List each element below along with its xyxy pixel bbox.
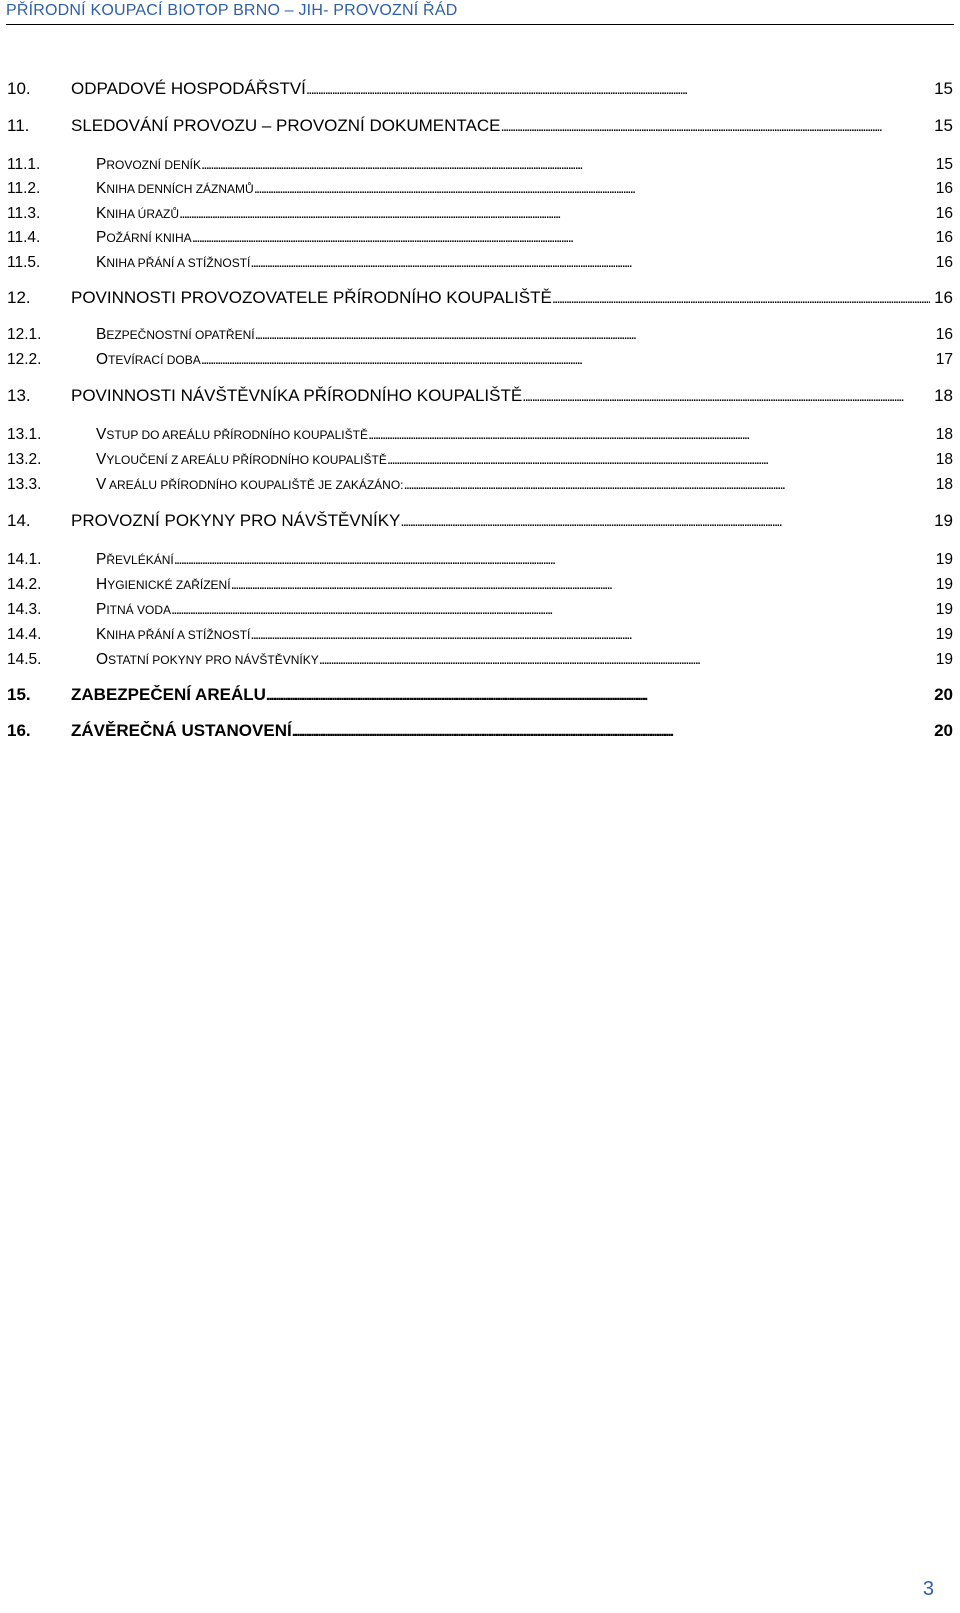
toc-entry-page: 16 bbox=[935, 254, 953, 271]
toc-entry-page: 19 bbox=[935, 651, 953, 668]
toc-leader-dots bbox=[254, 180, 932, 198]
toc-entry-title-rest: YGIENICKÉ ZAŘÍZENÍ bbox=[107, 578, 231, 592]
toc-entry-title: POVINNOSTI PROVOZOVATELE PŘÍRODNÍHO KOUPALIŠTĚ bbox=[71, 288, 552, 307]
toc-entry-line bbox=[96, 551, 953, 569]
toc-entry-line bbox=[96, 229, 953, 247]
toc-entry-number: 14.5. bbox=[7, 651, 42, 668]
toc-leader-dots bbox=[179, 205, 932, 223]
toc-leader-dots bbox=[319, 651, 932, 669]
toc-entry-line bbox=[96, 156, 953, 174]
toc-entry-number: 16. bbox=[7, 721, 31, 740]
toc-entry-title-initial: O bbox=[96, 651, 109, 668]
toc-entry-title-rest: NIHA DENNÍCH ZÁZNAMŮ bbox=[106, 182, 254, 196]
toc-entry-title-rest: ŘEVLÉKÁNÍ bbox=[106, 553, 174, 567]
toc-entry-line bbox=[71, 288, 953, 308]
toc-entry-line bbox=[96, 601, 953, 619]
toc-entry-page: 16 bbox=[935, 180, 953, 197]
toc-leader-dots bbox=[192, 229, 932, 247]
toc-entry-line bbox=[96, 205, 953, 223]
toc-entry-title-rest: ROVOZNÍ DENÍK bbox=[106, 158, 202, 172]
toc-entry-page: 18 bbox=[935, 426, 953, 443]
toc-entry-title bbox=[96, 229, 192, 247]
toc-entry-title bbox=[96, 551, 174, 569]
toc-entry-number: 14. bbox=[7, 511, 31, 530]
toc-entry-title-rest: TEVÍRACÍ DOBA bbox=[108, 353, 201, 367]
toc-entry-number: 14.4. bbox=[7, 626, 42, 643]
toc-entry-line bbox=[96, 626, 953, 644]
toc-entry-number: 11.3. bbox=[7, 205, 41, 222]
toc-entry-title bbox=[96, 254, 250, 272]
toc-entry[interactable] bbox=[7, 645, 953, 669]
toc-entry-page: 15 bbox=[935, 156, 953, 173]
toc-entry-title-rest: NIHA ÚRAZŮ bbox=[106, 207, 180, 221]
toc-entry-title-initial: V bbox=[96, 426, 107, 443]
toc-entry-title bbox=[96, 326, 255, 344]
toc-entry-number: 12. bbox=[7, 288, 31, 307]
toc-entry-number: 14.3. bbox=[7, 601, 42, 618]
toc-entry-title-rest: YLOUČENÍ Z AREÁLU PŘÍRODNÍHO KOUPALIŠTĚ bbox=[106, 453, 387, 467]
toc-leader-dots bbox=[552, 290, 930, 308]
toc-entry-line bbox=[96, 451, 953, 469]
toc-entry-number: 13.3. bbox=[7, 476, 42, 493]
toc-entry-line bbox=[71, 386, 953, 406]
toc-entry-page: 18 bbox=[935, 476, 953, 493]
toc-entry-title-initial: H bbox=[96, 576, 108, 593]
toc-entry-number: 14.2. bbox=[7, 576, 42, 593]
toc-leader-dots bbox=[231, 576, 932, 594]
toc-entry-number: 13. bbox=[7, 386, 31, 405]
toc-entry-title-rest: STUP DO AREÁLU PŘÍRODNÍHO KOUPALIŠTĚ bbox=[106, 428, 368, 442]
toc-entry-title-rest: NIHA PŘÁNÍ A STÍŽNOSTÍ bbox=[106, 256, 251, 270]
toc-entry[interactable] bbox=[7, 420, 953, 444]
toc-entry-title bbox=[96, 476, 404, 494]
toc-entry-title: PROVOZNÍ POKYNY PRO NÁVŠTĚVNÍKY bbox=[71, 511, 401, 530]
toc-entry-number: 11. bbox=[7, 116, 30, 135]
header-title: PŘÍRODNÍ KOUPACÍ BIOTOP BRNO – JIH- PROVOZNÍ ŘÁD bbox=[6, 2, 458, 19]
toc-entry[interactable] bbox=[7, 445, 953, 469]
toc-entry-title: ZABEZPEČENÍ AREÁLU bbox=[71, 685, 266, 704]
toc-entry[interactable] bbox=[7, 223, 953, 247]
toc-entry-number: 11.1. bbox=[7, 156, 41, 173]
toc-entry-title bbox=[96, 351, 201, 369]
toc-entry-page: 20 bbox=[934, 685, 953, 704]
toc-entry-title bbox=[96, 626, 250, 644]
toc-entry-line bbox=[96, 576, 953, 594]
toc-entry-page: 15 bbox=[934, 116, 953, 135]
toc-entry-line bbox=[96, 180, 953, 198]
toc-entry-title-initial: V bbox=[96, 476, 107, 493]
toc-entry-title bbox=[96, 426, 368, 444]
toc-entry-number: 12.2. bbox=[7, 351, 42, 368]
toc-entry-title-initial: K bbox=[96, 254, 107, 271]
toc-entry-title-initial: P bbox=[96, 229, 107, 246]
toc-entry-page: 16 bbox=[934, 288, 953, 307]
toc-entry-page: 19 bbox=[935, 576, 953, 593]
toc-entry-title-initial: O bbox=[96, 351, 109, 368]
toc-entry-page: 16 bbox=[935, 205, 953, 222]
toc-entry[interactable] bbox=[7, 717, 953, 741]
toc-entry[interactable] bbox=[7, 320, 953, 344]
toc-entry[interactable] bbox=[7, 382, 953, 406]
toc-leader-dots bbox=[250, 254, 931, 272]
toc-entry-line bbox=[71, 511, 953, 531]
toc-leader-dots bbox=[306, 81, 930, 99]
toc-entry-title bbox=[96, 180, 254, 198]
toc-leader-dots bbox=[171, 601, 932, 619]
toc-entry-title-initial: K bbox=[96, 205, 107, 222]
toc-entry[interactable] bbox=[7, 345, 953, 369]
toc-entry-title: ZÁVĚREČNÁ USTANOVENÍ bbox=[71, 721, 292, 740]
toc-entry-number: 11.4. bbox=[7, 229, 41, 246]
toc-entry-line bbox=[96, 476, 953, 494]
toc-entry-title-initial: P bbox=[96, 551, 107, 568]
toc-leader-dots bbox=[266, 687, 930, 705]
toc-entry-line bbox=[96, 426, 953, 444]
toc-leader-dots bbox=[174, 551, 932, 569]
toc-entry-line bbox=[96, 651, 953, 669]
toc-entry[interactable] bbox=[7, 284, 953, 308]
toc-entry-line bbox=[71, 116, 953, 136]
toc-entry-number: 15. bbox=[7, 685, 31, 704]
toc-entry[interactable] bbox=[7, 595, 953, 619]
toc-entry-page: 19 bbox=[935, 551, 953, 568]
toc-entry-title bbox=[96, 576, 231, 594]
toc-entry-title bbox=[96, 451, 387, 469]
toc-entry-page: 19 bbox=[934, 511, 953, 530]
toc-entry[interactable] bbox=[7, 470, 953, 494]
running-header bbox=[6, 0, 954, 25]
toc-entry-title-initial: P bbox=[96, 156, 107, 173]
toc-entry-title bbox=[96, 651, 319, 669]
toc-entry-title-initial: P bbox=[96, 601, 107, 618]
page-number: 3 bbox=[922, 1578, 934, 1600]
toc-entry[interactable] bbox=[7, 199, 953, 223]
toc-entry-page: 20 bbox=[934, 721, 953, 740]
toc-entry-page: 15 bbox=[934, 79, 953, 98]
toc-entry-page: 19 bbox=[935, 601, 953, 618]
toc-entry-title: POVINNOSTI NÁVŠTĚVNÍKA PŘÍRODNÍHO KOUPALIŠTĚ bbox=[71, 386, 523, 405]
toc-entry-title bbox=[96, 205, 179, 223]
toc-leader-dots bbox=[368, 426, 932, 444]
toc-entry-number: 13.1. bbox=[7, 426, 42, 443]
toc-leader-dots bbox=[404, 476, 932, 494]
toc-entry-title-initial: K bbox=[96, 180, 107, 197]
toc-leader-dots bbox=[201, 351, 932, 369]
toc-entry-title-rest: STATNÍ POKYNY PRO NÁVŠTĚVNÍKY bbox=[108, 653, 319, 667]
toc-leader-dots bbox=[387, 451, 932, 469]
toc-entry-line bbox=[71, 721, 953, 741]
toc-entry-title-initial: B bbox=[96, 326, 107, 343]
toc-entry[interactable] bbox=[7, 620, 953, 644]
toc-entry-line bbox=[96, 351, 953, 369]
toc-leader-dots bbox=[400, 513, 930, 531]
toc-leader-dots bbox=[255, 326, 932, 344]
toc-leader-dots bbox=[522, 388, 930, 406]
toc-entry-number: 12.1. bbox=[7, 326, 42, 343]
toc-entry-title-rest: EZPEČNOSTNÍ OPATŘENÍ bbox=[106, 328, 255, 342]
toc-entry-page: 18 bbox=[934, 386, 953, 405]
toc-entry-line bbox=[96, 254, 953, 272]
toc-leader-dots bbox=[500, 118, 930, 136]
toc-entry-title-rest: AREÁLU PŘÍRODNÍHO KOUPALIŠTĚ JE ZAKÁZÁNO: bbox=[106, 478, 404, 492]
toc-entry-title: ODPADOVÉ HOSPODÁŘSTVÍ bbox=[71, 79, 306, 98]
toc-entry-title-rest: ITNÁ VODA bbox=[106, 603, 172, 617]
toc-leader-dots bbox=[250, 626, 931, 644]
toc-entry-title-initial: K bbox=[96, 626, 107, 643]
toc-entry-number: 11.2. bbox=[7, 180, 41, 197]
toc-entry-page: 18 bbox=[935, 451, 953, 468]
toc-entry[interactable] bbox=[7, 75, 953, 99]
toc-entry-line bbox=[71, 685, 953, 705]
toc-entry[interactable] bbox=[7, 545, 953, 569]
toc-entry-title-rest: OŽÁRNÍ KNIHA bbox=[106, 231, 192, 245]
toc-entry[interactable] bbox=[7, 248, 953, 272]
toc-entry[interactable] bbox=[7, 681, 953, 705]
toc-entry-page: 16 bbox=[935, 326, 953, 343]
toc-entry-line bbox=[71, 79, 953, 99]
toc-entry-number: 14.1. bbox=[7, 551, 42, 568]
toc-entry[interactable] bbox=[7, 570, 953, 594]
toc-leader-dots bbox=[292, 723, 930, 741]
toc-entry-title bbox=[96, 601, 171, 619]
toc-entry-number: 11.5. bbox=[7, 254, 41, 271]
toc-entry-title bbox=[96, 156, 201, 174]
toc-entry-title-initial: V bbox=[96, 451, 107, 468]
toc-entry-page: 19 bbox=[935, 626, 953, 643]
toc-entry-page: 16 bbox=[935, 229, 953, 246]
toc-entry-number: 10. bbox=[7, 79, 31, 98]
toc-entry[interactable] bbox=[7, 150, 953, 174]
toc-entry-title: SLEDOVÁNÍ PROVOZU – PROVOZNÍ DOKUMENTACE bbox=[71, 116, 501, 135]
toc-entry[interactable] bbox=[7, 112, 953, 136]
toc-entry[interactable] bbox=[7, 174, 953, 198]
toc-entry-number: 13.2. bbox=[7, 451, 42, 468]
toc-entry[interactable] bbox=[7, 507, 953, 531]
toc-entry-page: 17 bbox=[935, 351, 953, 368]
toc-leader-dots bbox=[201, 156, 932, 174]
toc-entry-title-rest: NIHA PŘÁNÍ A STÍŽNOSTÍ bbox=[106, 628, 251, 642]
toc-entry-line bbox=[96, 326, 953, 344]
